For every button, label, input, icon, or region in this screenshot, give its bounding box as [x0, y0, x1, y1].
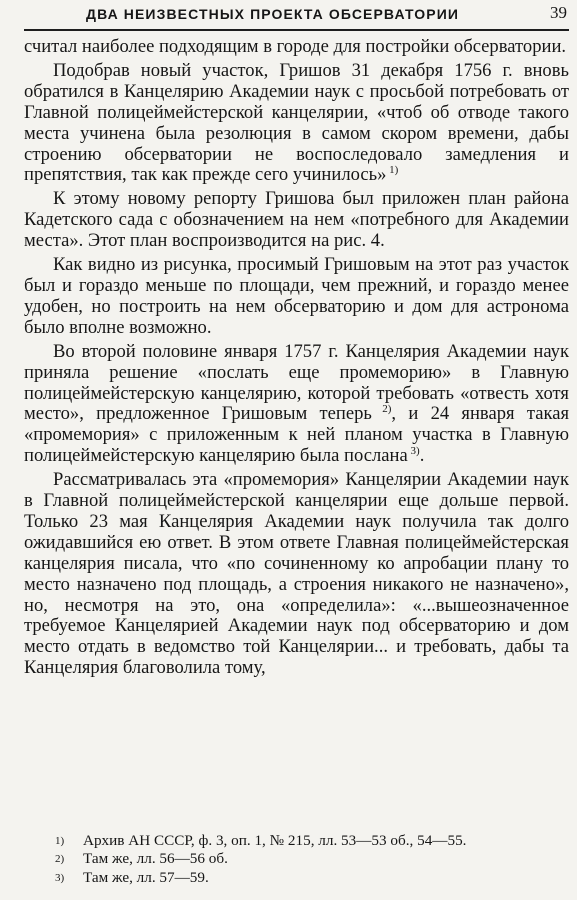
footnote-ref: 1)	[389, 164, 399, 177]
paragraph-text: Рассматривалась эта «промемория» Канцелярии Академии наук в Главной полицеймейстерской канцелярии еще дольше первой. Только 23 мая Канцелярия Академии наук получила так долго ожидавшийся ею ответ. В этом ответе Главная полицеймейстерская канцелярия писала, что «по сочиненному ко апробации плану то место назначено под площадь, а строения никакого не назначено», но, несмотря на это, она «определила»: «...вышеозначенное требуемое Канцелярией Академии наук под обсерваторию и дом место отдать в ведомство той Канцелярии... и требовать, дабы та Канцелярия благоволила тому,	[24, 469, 569, 679]
paragraph	[24, 61, 569, 186]
page-number: 39	[550, 3, 567, 22]
footnote-mark: 2)	[55, 853, 65, 866]
paragraph	[24, 470, 569, 679]
paragraph	[24, 189, 569, 252]
paragraph-text: , и 24 января такая «промемория» с приложенным к ней планом участка в Главную полицеймейстерскую канцелярию была послана	[24, 403, 570, 467]
footnote-text: Архив АН СССР, ф. 3, оп. 1, № 215, лл. 53—53 об., 54—55.	[83, 832, 467, 849]
paragraph-text: .	[419, 445, 425, 467]
footnote-text: Там же, лл. 56—56 об.	[83, 850, 228, 868]
paragraph-text: Подобрав новый участок, Гришов 31 декабря 1756 г. вновь обратился в Канцелярию Академии наук с просьбой потребовать от Главной полицеймейстерской канцелярии, «чтоб об отводе такого места учинена была резолюция в самом скором времени, дабы строению обсерватории не воспоследовало замедления и препятствия, так как прежде сего учинилось»	[24, 59, 569, 186]
paragraph	[24, 342, 569, 467]
paragraph-text: Во второй половине января 1757 г. Канцелярия Академии наук приняла решение «послать еще промеморию» в Главную полицеймейстерскую канцелярию, которой требовать «отвесть хотя место», предложенное Гришовым теперь	[24, 340, 569, 425]
page-header	[24, 3, 569, 31]
footnote-ref: 2)	[382, 403, 392, 416]
footnotes	[55, 832, 570, 887]
footnote	[55, 850, 570, 868]
footnote	[55, 869, 570, 887]
footnote	[55, 832, 570, 850]
paragraph-text: К этому новому репорту Гришова был приложен план района Кадетского сада с обозначением на нем «потребного для Академии места». Этот план воспроизводится на рис. 4.	[24, 188, 569, 252]
paragraph	[24, 255, 569, 339]
running-head: ДВА НЕИЗВЕСТНЫХ ПРОЕКТА ОБСЕРВАТОРИИ	[86, 6, 460, 22]
paragraph-text: Как видно из рисунка, просимый Гришовым на этот раз участок был и гораздо меньше по площади, чем прежний, и гораздо менее удобен, но построить на нем обсерваторию и дом для астронома было вполне возможно.	[24, 254, 569, 338]
paragraph	[24, 37, 569, 58]
footnote-text: Там же, лл. 57—59.	[83, 868, 209, 886]
footnote-mark: 1)	[55, 835, 65, 847]
body-text	[24, 37, 569, 682]
paragraph-text: считал наиболее подходящим в городе для постройки обсерватории.	[24, 36, 567, 57]
footnote-ref: 3)	[410, 445, 420, 458]
footnote-mark: 3)	[55, 871, 65, 884]
